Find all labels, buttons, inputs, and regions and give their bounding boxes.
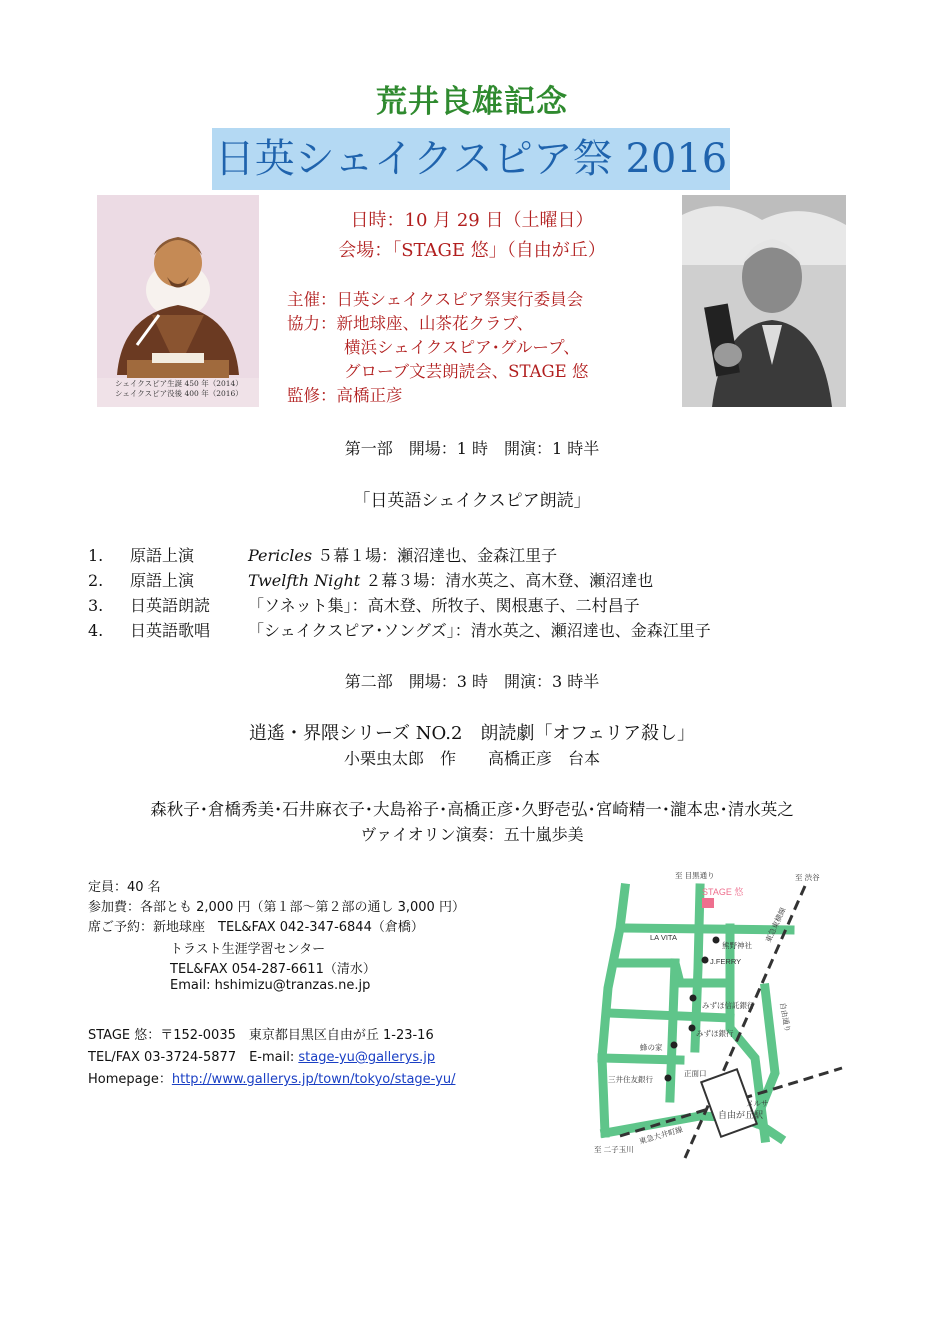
part2-schedule: 第二部 開場：3 時 開演：3 時半 [344,672,600,691]
map-label: 正面口 [684,1069,707,1078]
program-number: 3. [88,596,104,615]
map-label: LA VITA [650,933,677,942]
part1-title: 「日英語シェイクスピア朗読」 [353,491,591,511]
stage-email-link[interactable]: stage-yu@gallerys.jp [298,1050,436,1065]
portrait-caption [115,379,243,399]
program-detail: ２幕３場：清水英之、高木登、瀬沼達也 [360,571,654,590]
capacity: 定員：40 名 [88,880,161,895]
program-detail: ５幕１場：瀬沼達也、金森江里子 [312,546,558,565]
map-label: 東急大井町線 [638,1124,684,1146]
map-label: みずほ銀行 [696,1029,734,1038]
map-label-stage: STAGE 悠 [702,887,744,897]
map-label: J.FERRY [710,957,742,966]
caption-line: シェイクスピア没後 400 年（2016） [115,389,243,398]
map-label: メルサ [746,1099,769,1108]
program-kind: 原語上演 [130,546,195,565]
reservation: TEL&FAX 054-287-6611（清水） [170,962,376,977]
program-item [88,618,711,641]
program-item [88,543,557,566]
access-map [580,868,850,1168]
part2-cast: 森秋子･倉橋秀美･石井麻衣子･大島裕子･高橋正彦･久野壱弘･宮崎精一･瀧本忠･清水英之 [150,800,794,819]
map-label: 自由通り [778,1001,793,1033]
supervisor: 監修：高橋正彦 [287,386,403,405]
reservation: トラスト生涯学習センター [170,942,326,957]
program-kind: 原語上演 [130,571,195,590]
page-title: 日英シェイクスピア祭 2016 [212,128,730,190]
fee: 参加費：各部とも 2,000 円（第１部～第２部の通し 3,000 円） [88,900,465,915]
organizer: 主催：日英シェイクスピア祭実行委員会 [287,290,584,309]
stage-contact [88,1046,435,1065]
program-item [88,593,640,616]
map-label: 蜂の家 [640,1043,663,1052]
program-kind: 日英語朗読 [130,596,211,615]
part2-violin: ヴァイオリン演奏：五十嵐歩美 [360,825,584,844]
cooperation-line: 協力：新地球座、山茶花クラブ、 [287,314,534,333]
program-number: 1. [88,546,104,565]
cooperation-line: 横浜シェイクスピア･グループ、 [344,338,580,357]
map-label: 至 目黒通り [675,871,715,880]
event-venue: 会場：「STAGE 悠」（自由が丘） [338,240,606,261]
event-date: 日時：10 月 29 日（土曜日） [350,210,594,231]
part1-schedule: 第一部 開場：1 時 開演：1 時半 [344,439,600,458]
map-label: 至 二子玉川 [594,1145,634,1154]
program-detail: 「シェイクスピア･ソングズ」：清水英之、瀬沼達也、金森江里子 [248,621,711,640]
reservation: 席ご予約：新地球座 TEL&FAX 042-347-6844（倉橋） [88,920,424,935]
program-kind: 日英語歌唱 [130,621,211,640]
program-detail: 「ソネット集」：高木登、所牧子、関根惠子、二村昌子 [248,596,640,615]
map-label: 三井住友銀行 [608,1075,653,1084]
reservation-email: Email: hshimizu@tranzas.ne.jp [170,978,371,993]
caption-line: シェイクスピア生誕 450 年（2014） [115,379,243,388]
stage-tel: TEL/FAX 03-3724-5877 E-mail: [88,1050,299,1065]
homepage-label: Homepage： [88,1072,172,1087]
stage-marker [702,898,714,908]
program-work: Pericles [248,546,313,565]
map-label: 東急東横線 [763,906,788,944]
homepage-link[interactable]: http://www.gallerys.jp/town/tokyo/stage-yu/ [171,1072,456,1087]
program-work: Twelfth Night [248,571,361,590]
map-label-station: 自由が丘駅 [718,1110,764,1120]
stage-address: STAGE 悠：〒152-0035 東京都目黒区自由が丘 1-23-16 [88,1028,434,1043]
program-number: 2. [88,571,104,590]
map-label: 熊野神社 [722,941,752,950]
part2-title: 逍遙・界隈シリーズ NO.2 朗読劇「オフェリア殺し」 [248,723,695,744]
part2-credit: 小栗虫太郎 作 高橋正彦 台本 [343,749,600,768]
program-number: 4. [88,621,104,640]
map-label: みずほ信託銀行 [702,1001,755,1010]
cooperation-line: グローブ文芸朗読会、STAGE 悠 [344,362,589,381]
homepage [88,1068,455,1087]
map-label: 至 渋谷 [795,873,820,882]
memorial-title: 荒井良雄記念 [376,84,568,120]
program-item [88,568,653,591]
